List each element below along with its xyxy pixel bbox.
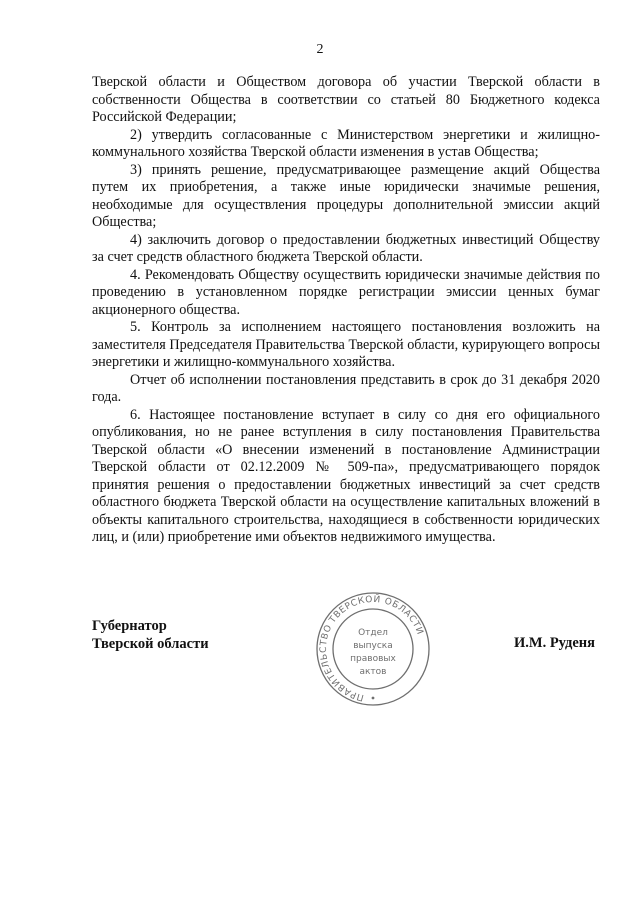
paragraph-clause-6: 6. Настоящее постановление вступает в силу со дня его официального опубликования, но не ранее вступления в силу постановления Правительства Тверской области «О внесении изменений в постановление Администрации Тверской области от 02.12.2009 № 509-па», предусматривающего порядок принятия решения о предоставлении бюджетных инвестиций за счет средств областного бюджета Тверской области на осуществление капитальных вложений в объекты капитального строительства, находящиеся в собственности юридических лиц, и (или) приобретение ими объектов недвижимого имущества. — [92, 406, 600, 545]
stamp-inner-line-1: Отдел — [358, 628, 388, 638]
page-number: 2 — [316, 42, 324, 57]
paragraph-item-2: 2) утвердить согласованные с Министерством энергетики и жилищно-коммунального хозяйства Тверской области изменения в устав Общества; — [92, 126, 600, 160]
signatory-title — [92, 618, 209, 653]
stamp-inner-line-3: правовых — [350, 654, 396, 664]
paragraph-report-deadline: Отчет об исполнении постановления представить в срок до 31 декабря 2020 года. — [92, 371, 600, 405]
paragraph-continuation: Тверской области и Обществом договора об участии Тверской области в собственности Общества в соответствии со статьей 80 Бюджетного кодекса Российской Федерации; — [92, 74, 600, 125]
stamp-inner-line-2: выпуска — [353, 641, 393, 651]
official-stamp — [314, 590, 432, 712]
paragraph-item-4: 4) заключить договор о предоставлении бюджетных инвестиций Обществу за счет средств областного бюджета Тверской области. — [92, 231, 600, 265]
paragraph-clause-4: 4. Рекомендовать Обществу осуществить юридически значимые действия по проведению в установленном порядке регистрации эмиссии ценных бумаг акционерного общества. — [92, 266, 600, 318]
paragraph-clause-5: 5. Контроль за исполнением настоящего постановления возложить на заместителя Председателя Правительства Тверской области, курирующего вопросы энергетики и жилищно-коммунального хозяйства. — [92, 319, 600, 370]
signatory-title-line2: Тверской области — [92, 635, 209, 652]
document-body — [92, 74, 600, 547]
paragraph-item-3: 3) принять решение, предусматривающее размещение акций Общества путем их приобретения, а также иные юридически значимые решения, необходимые для осуществления процедуры дополнительной эмиссии акций Общества; — [92, 161, 600, 230]
stamp-dot — [372, 697, 375, 700]
signatory-title-line1: Губернатор — [92, 618, 167, 634]
stamp-inner-line-4: актов — [359, 667, 387, 677]
signatory-name: И.М. Руденя — [513, 635, 595, 651]
stamp-ring-text: ПРАВИТЕЛЬСТВО ТВЕРСКОЙ ОБЛАСТИ — [318, 594, 425, 703]
